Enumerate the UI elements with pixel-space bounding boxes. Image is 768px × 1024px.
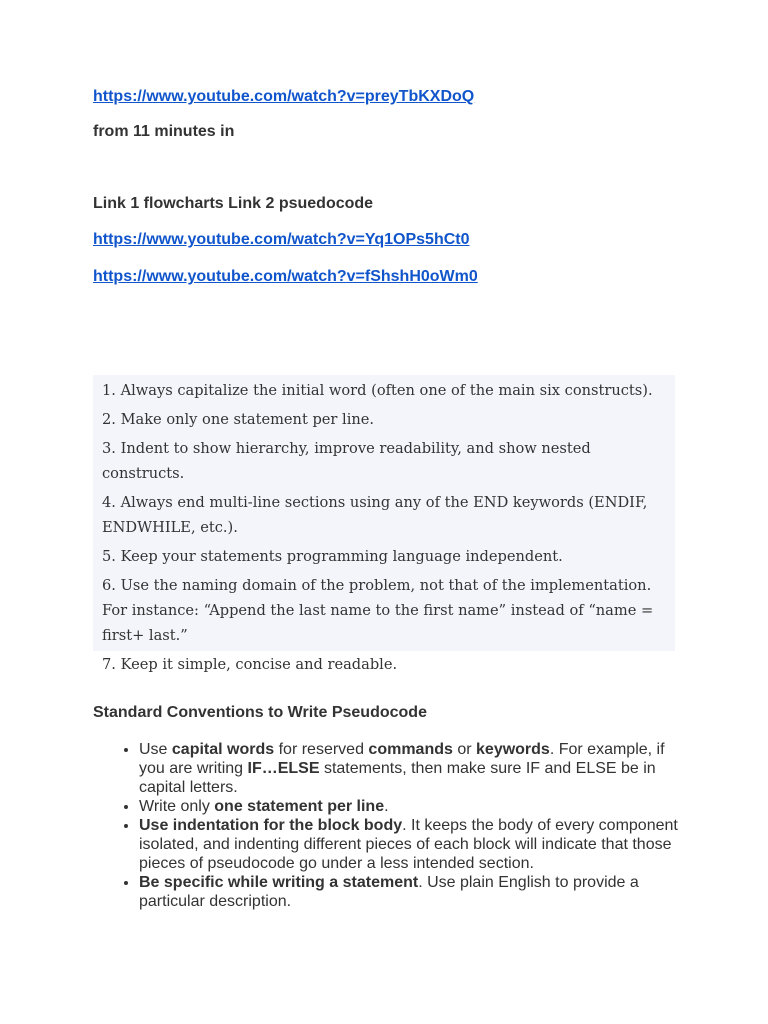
text: for reserved xyxy=(274,741,369,758)
rule-item: 2. Make only one statement per line. xyxy=(102,411,375,428)
rule-item: 1. Always capitalize the initial word (often one of the main six constructs). xyxy=(102,382,653,399)
pseudocode-rules-box xyxy=(93,375,675,673)
convention-item xyxy=(139,816,683,873)
convention-item xyxy=(139,797,683,816)
rule-item: 4. Always end multi-line sections using any of the END keywords (ENDIF, ENDWHILE, etc.). xyxy=(102,494,648,536)
conventions-list xyxy=(93,740,683,911)
time-note: from 11 minutes in xyxy=(93,123,235,140)
video-link-1[interactable]: https://www.youtube.com/watch?v=preyTbKXDoQ xyxy=(93,88,475,105)
convention-item xyxy=(139,740,683,797)
bold-text: keywords xyxy=(476,741,550,758)
text: . Use plain English to provide a particular description. xyxy=(139,874,639,910)
rule-item: 6. Use the naming domain of the problem, not that of the implementation. For instance: “Append the last name to the first name” instead of “name = first+ last.” xyxy=(102,577,654,644)
video-link-2[interactable]: https://www.youtube.com/watch?v=Yq1OPs5hCt0 xyxy=(93,231,470,248)
text: Write only xyxy=(139,798,215,815)
rule-item: 7. Keep it simple, concise and readable. xyxy=(102,656,398,673)
text: . It keeps the body of every component isolated, and indenting different pieces of each block will indicate that those pieces of pseudocode go under a less intended section. xyxy=(139,817,678,872)
text: or xyxy=(452,741,477,758)
video-link-3[interactable]: https://www.youtube.com/watch?v=fShshH0oWm0 xyxy=(93,268,478,285)
bold-text: Use indentation for the block body xyxy=(139,817,403,834)
text: . For example, if you are writing xyxy=(139,741,665,777)
link-labels: Link 1 flowcharts Link 2 psuedocode xyxy=(93,195,374,212)
bold-text: capital words xyxy=(171,741,275,758)
text: statements, then make sure IF and ELSE be in capital letters. xyxy=(139,760,656,796)
conventions-heading: Standard Conventions to Write Pseudocode xyxy=(93,704,427,721)
rule-item: 3. Indent to show hierarchy, improve readability, and show nested constructs. xyxy=(102,440,591,482)
text: Use xyxy=(139,741,172,758)
bold-text: one statement per line xyxy=(214,798,385,815)
text: . xyxy=(384,798,389,815)
bold-text: commands xyxy=(368,741,453,758)
bold-text: Be specific while writing a statement xyxy=(139,874,419,891)
convention-item xyxy=(139,873,683,911)
bold-text: IF…ELSE xyxy=(247,760,320,777)
rule-item: 5. Keep your statements programming language independent. xyxy=(102,548,563,565)
